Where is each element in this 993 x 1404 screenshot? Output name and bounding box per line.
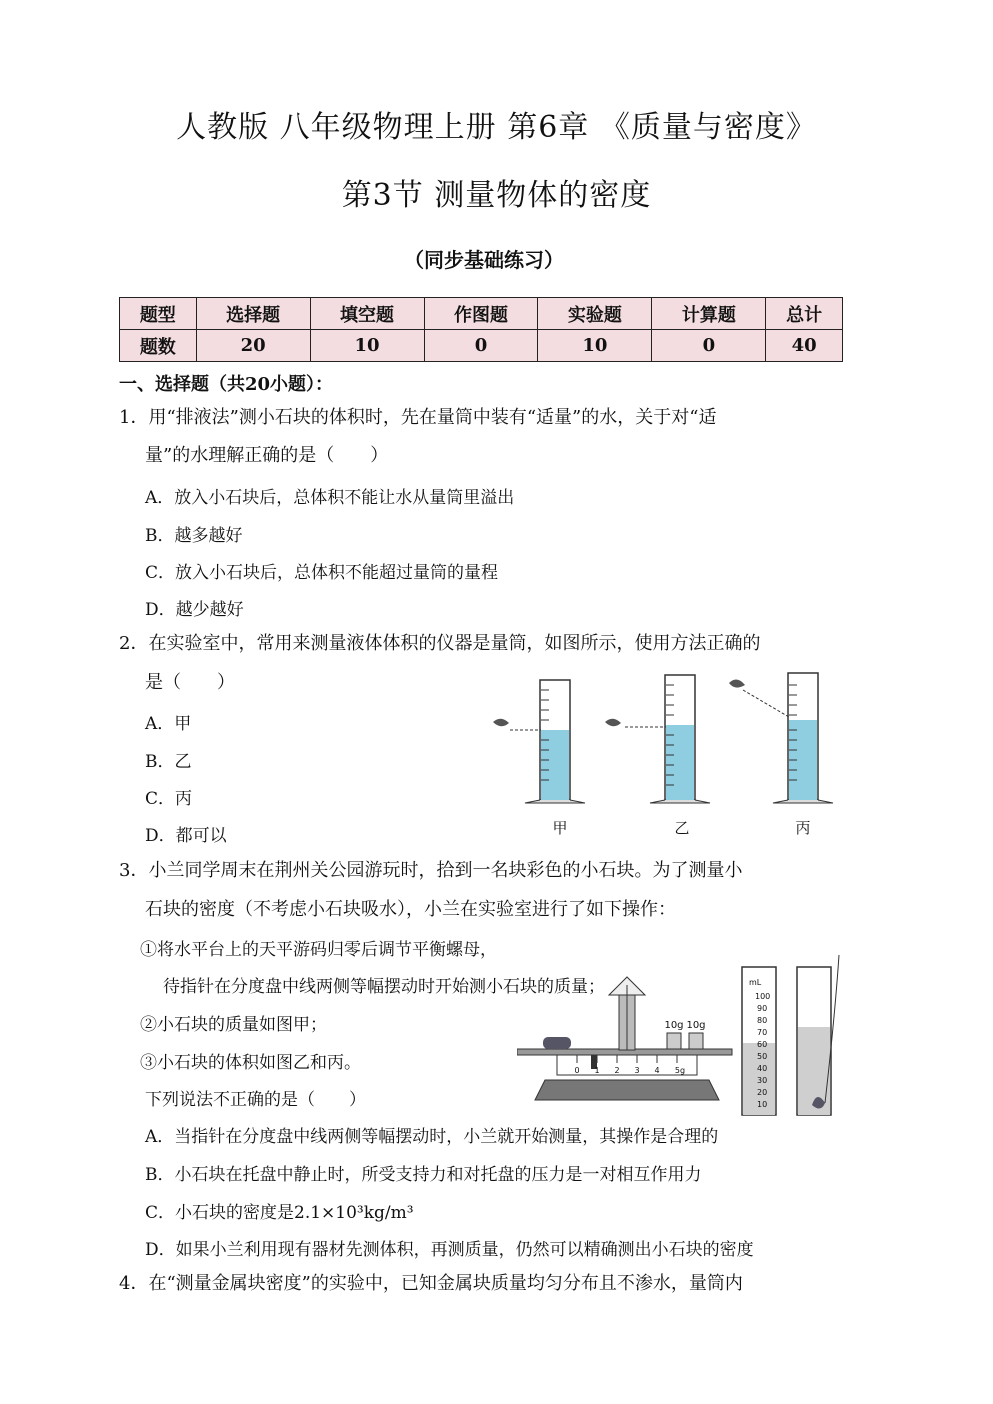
table-cell: 计算题 bbox=[652, 298, 766, 330]
question-3-step-1-cont: 待指针在分度盘中线两侧等幅摆动时开始测小石块的质量； bbox=[163, 977, 605, 997]
table-cell: 40 bbox=[766, 330, 843, 362]
scale-tick: 5g bbox=[674, 1066, 686, 1075]
table-cell: 填空题 bbox=[310, 298, 424, 330]
eye-icon bbox=[493, 719, 509, 727]
question-3-stem-cont: 石块的密度（不考虑小石块吸水），小兰在实验室进行了如下操作： bbox=[145, 899, 676, 920]
cylinder-tick: 100 bbox=[755, 992, 771, 1001]
scale-tick: 4 bbox=[654, 1066, 660, 1075]
cylinder-unit: mL bbox=[749, 978, 762, 987]
cylinder-tick: 80 bbox=[757, 1016, 768, 1025]
question-2-option-c: C．丙 bbox=[145, 789, 193, 809]
cylinder-yi bbox=[605, 675, 710, 803]
question-2-option-b: B．乙 bbox=[145, 752, 192, 772]
question-2-stem-cont: 是（ ） bbox=[145, 672, 235, 693]
scale-tick: 2 bbox=[614, 1066, 620, 1075]
weight-label: 10g bbox=[664, 1020, 684, 1031]
balance-and-cylinder-figure bbox=[517, 955, 847, 1120]
figure-label-yi: 乙 bbox=[674, 819, 690, 837]
cylinder-water bbox=[742, 967, 776, 1115]
section-heading: 一、选择题（共20小题）： bbox=[119, 374, 334, 395]
eye-icon bbox=[605, 719, 621, 727]
table-row bbox=[120, 330, 843, 362]
cylinder-jia bbox=[493, 680, 585, 803]
cylinder-tick: 10 bbox=[757, 1100, 768, 1109]
stone bbox=[543, 1037, 571, 1049]
section-title: 第3节 测量物体的密度 bbox=[341, 178, 652, 213]
question-3-stem: 3．小兰同学周末在荆州关公园游玩时，拾到一名块彩色的小石块。为了测量小 bbox=[119, 860, 743, 881]
table-cell: 题数 bbox=[120, 330, 197, 362]
cylinder-tick: 30 bbox=[757, 1076, 768, 1085]
question-2-option-a: A．甲 bbox=[145, 714, 192, 734]
question-3-step-2: ②小石块的质量如图甲； bbox=[140, 1015, 327, 1035]
question-1-stem-cont: 量”的水理解正确的是（ ） bbox=[145, 445, 389, 466]
cylinder-tick: 90 bbox=[757, 1004, 768, 1013]
question-3-option-c: C．小石块的密度是2.1×10³kg/m³ bbox=[145, 1203, 414, 1223]
question-3-option-a: A．当指针在分度盘中线两侧等幅摆动时，小兰就开始测量，其操作是合理的 bbox=[145, 1127, 719, 1147]
scale-tick: 0 bbox=[574, 1066, 580, 1075]
question-3-option-d: D．如果小兰利用现有器材先测体积，再测质量，仍然可以精确测出小石块的密度 bbox=[145, 1240, 754, 1260]
table-cell: 实验题 bbox=[538, 298, 652, 330]
question-1-option-a: A．放入小石块后，总体积不能让水从量筒里溢出 bbox=[145, 488, 515, 508]
cylinder-reading-figure bbox=[485, 665, 845, 840]
table-cell: 题型 bbox=[120, 298, 197, 330]
eye-icon bbox=[729, 679, 745, 687]
scale-tick: 3 bbox=[634, 1066, 640, 1075]
cylinder-tick: 70 bbox=[757, 1028, 768, 1037]
table-cell: 作图题 bbox=[424, 298, 538, 330]
table-cell: 20 bbox=[196, 330, 310, 362]
question-2-option-d: D．都可以 bbox=[145, 826, 227, 846]
weight-label: 10g bbox=[686, 1020, 706, 1031]
table-cell: 选择题 bbox=[196, 298, 310, 330]
question-1-option-c: C．放入小石块后，总体积不能超过量筒的量程 bbox=[145, 563, 499, 583]
table-cell: 总计 bbox=[766, 298, 843, 330]
table-cell: 10 bbox=[538, 330, 652, 362]
table-cell: 10 bbox=[310, 330, 424, 362]
question-1-stem: 1．用“排液法”测小石块的体积时，先在量筒中装有“适量”的水，关于对“适 bbox=[119, 407, 717, 428]
question-count-table bbox=[119, 297, 843, 362]
cylinder-water-stone bbox=[797, 955, 839, 1115]
balance-scale bbox=[517, 977, 732, 1100]
cylinder-tick: 60 bbox=[757, 1040, 768, 1049]
figure-label-bing: 丙 bbox=[795, 819, 811, 837]
question-4-stem: 4．在“测量金属块密度”的实验中，已知金属块质量均匀分布且不渗水，量筒内 bbox=[119, 1273, 743, 1294]
question-3-option-b: B．小石块在托盘中静止时，所受支持力和对托盘的压力是一对相互作用力 bbox=[145, 1165, 702, 1185]
cylinder-tick: 20 bbox=[757, 1088, 768, 1097]
question-3-prompt: 下列说法不正确的是（ ） bbox=[145, 1090, 366, 1110]
document-title: 人教版 八年级物理上册 第6章 《质量与密度》 bbox=[176, 110, 817, 145]
cylinder-tick: 50 bbox=[757, 1052, 768, 1061]
table-cell: 0 bbox=[424, 330, 538, 362]
question-3-step-1: ①将水平台上的天平游码归零后调节平衡螺母， bbox=[140, 940, 497, 960]
question-2-stem: 2．在实验室中，常用来测量液体体积的仪器是量筒，如图所示，使用方法正确的 bbox=[119, 633, 761, 654]
question-1-option-b: B．越多越好 bbox=[145, 526, 243, 546]
question-1-option-d: D．越少越好 bbox=[145, 600, 244, 620]
table-cell: 0 bbox=[652, 330, 766, 362]
table-header-row bbox=[120, 298, 843, 330]
figure-label-jia: 甲 bbox=[552, 819, 568, 837]
cylinder-bing bbox=[729, 673, 833, 803]
subtitle: （同步基础练习） bbox=[404, 248, 564, 272]
question-3-step-3: ③小石块的体积如图乙和丙。 bbox=[140, 1053, 361, 1073]
scale-tick: 1 bbox=[594, 1066, 600, 1075]
cylinder-tick: 40 bbox=[757, 1064, 768, 1073]
